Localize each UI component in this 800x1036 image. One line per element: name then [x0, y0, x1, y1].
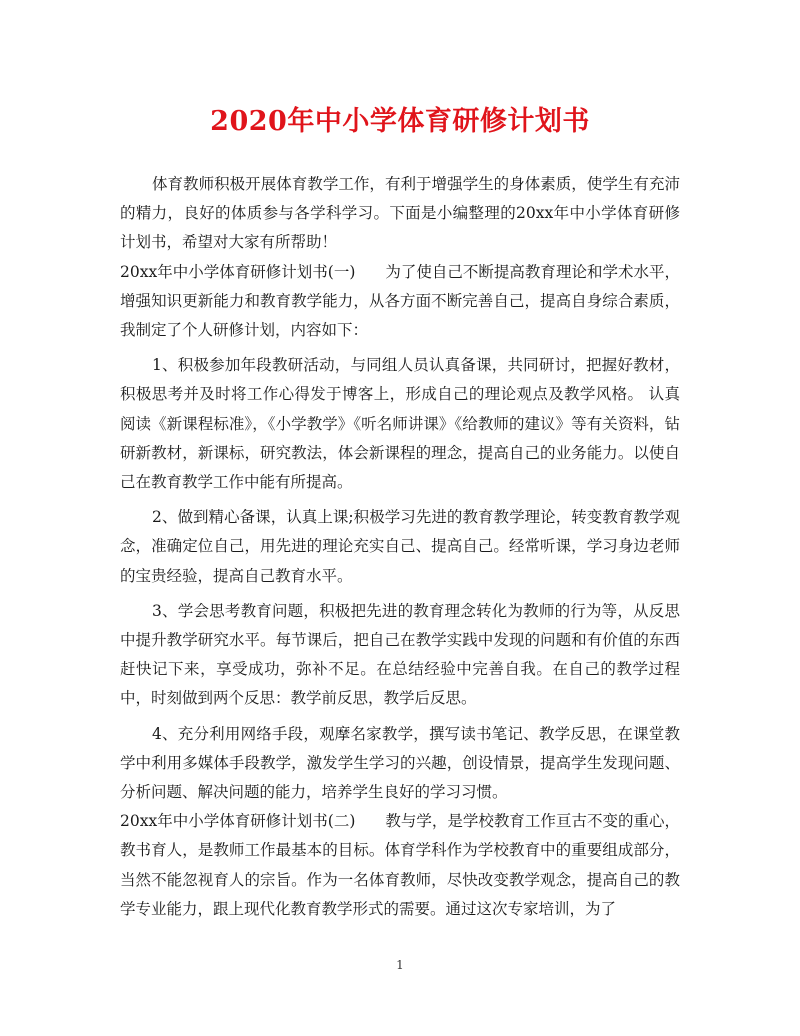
list-item-4: 4、充分利用网络手段，观摩名家教学，撰写读书笔记、教学反思，在课堂教学中利用多媒体手段教学，激发学生学习的兴趣，创设情景，提高学生发现问题、分析问题、解决问题的能力，培养学生良好的学习习惯。	[120, 724, 680, 802]
section-2-paragraph	[120, 807, 680, 924]
section-2-lead: 教与学，是学校教育工作亘古不变的重心，教书育人，是教师工作最基本的目标。体育学科作为学校教育中的重要组成部分，当然不能忽视育人的宗旨。作为一名体育教师，尽快改变教学观念，提高自己的教学专业能力，跟上现代化教育教学形式的需要。通过这次专家培训，为了	[120, 812, 680, 918]
document-title: 2020年中小学体育研修计划书	[210, 106, 590, 137]
section-1-lead: 为了使自己不断提高教育理论和学术水平，增强知识更新能力和教育教学能力，从各方面不断完善自己，提高自身综合素质，我制定了个人研修计划，内容如下：	[120, 262, 680, 340]
section-2-heading: 20xx年中小学体育研修计划书(二)	[120, 812, 356, 831]
list-item-1: 1、积极参加年段教研活动，与同组人员认真备课，共同研讨，把握好教材，积极思考并及时将工作心得发于博客上，形成自己的理论观点及教学风格。 认真阅读《新课程标准》，《小学教学》《听名师讲课》《给教师的建议》等有关资料，钻研新教材，新课标，研究教法，体会新课程的理念，提高自己的业务能力。以使自己在教育教学工作中能有所提高。	[120, 356, 680, 492]
list-item-2: 2、做到精心备课，认真上课;积极学习先进的教育教学理论，转变教育教学观念，准确定位自己，用先进的理论充实自己、提高自己。经常听课，学习身边老师的宝贵经验，提高自己教育水平。	[120, 508, 680, 585]
page-number: 1	[396, 958, 404, 972]
section-1-heading: 20xx年中小学体育研修计划书(一)	[120, 262, 356, 281]
document-body	[120, 170, 680, 924]
intro-paragraph: 体育教师积极开展体育教学工作，有利于增强学生的身体素质，使学生有充沛的精力，良好的体质参与各学科学习。下面是小编整理的20xx年中小学体育研修计划书，希望对大家有所帮助！	[120, 175, 680, 252]
list-item-3: 3、学会思考教育问题，积极把先进的教育理念转化为教师的行为等，从反思中提升教学研究水平。每节课后，把自己在教学实践中发现的问题和有价值的东西赶快记下来，享受成功，弥补不足。在总结经验中完善自我。在自己的教学过程中，时刻做到两个反思：教学前反思，教学后反思。	[120, 601, 680, 708]
section-1-paragraph	[120, 258, 680, 346]
